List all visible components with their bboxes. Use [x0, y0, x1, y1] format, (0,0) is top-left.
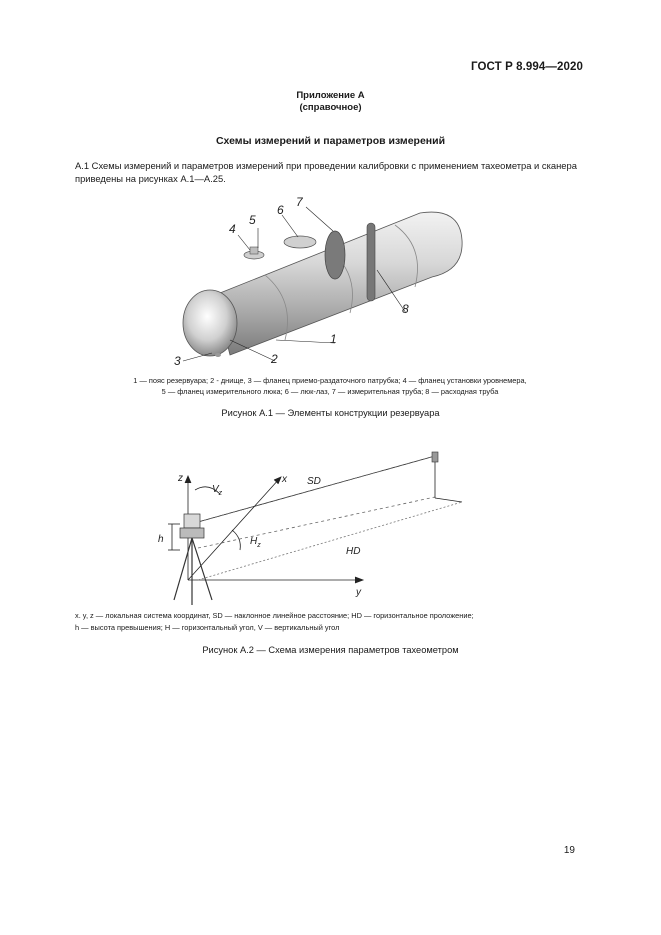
axis-x-label: x [282, 474, 287, 485]
page-number: 19 [563, 845, 575, 856]
height-h-label: h [158, 534, 164, 545]
figure1-legend-line2: 5 — фланец измерительного люка; 6 — люк-лаз, 7 — измерительная труба; 8 — расходная труба [161, 387, 499, 396]
target-rod [432, 452, 438, 462]
intro-paragraph: А.1 Схемы измерений и параметров измерений при проведении калибровки с применением тахеометра и сканера приведены на рисунках А.1—А.25. [75, 160, 577, 184]
callout-3: 3 [174, 354, 181, 368]
tank-body [183, 212, 462, 356]
appendix-subtitle: (справочное) [299, 102, 362, 113]
measurement-scheme-figure [150, 450, 480, 610]
callout-2: 2 [271, 352, 278, 366]
figure2-legend-line2: h — высота превышения; H — горизонтальный угол, V — вертикальный угол [75, 623, 340, 632]
figure1-caption: Рисунок А.1 — Элементы конструкции резервуара [221, 408, 440, 418]
axis-y-label: y [356, 587, 361, 598]
appendix-title: Приложение А [296, 90, 365, 101]
callout-8: 8 [402, 302, 409, 316]
figure2-caption: Рисунок А.2 — Схема измерения параметров тахеометром [202, 645, 459, 655]
figure2-legend [75, 610, 575, 634]
horizontal-distance-label: HD [346, 546, 361, 557]
callout-5: 5 [249, 213, 256, 227]
section-title: Схемы измерений и параметров измерений [215, 135, 446, 147]
appendix-heading [0, 90, 661, 114]
figure1-legend [60, 375, 600, 397]
vertical-angle-label: $V_z$ [212, 484, 223, 497]
axis-z-label: z [178, 473, 183, 484]
horizontal-angle-label: $H_z$ [250, 536, 261, 549]
callout-4: 4 [229, 222, 236, 236]
callout-1: 1 [330, 332, 337, 346]
callout-7: 7 [296, 195, 303, 209]
slope-distance-label: SD [307, 476, 321, 487]
tank-figure [170, 195, 470, 370]
figure2-legend-line1: x. y, z — локальная система координат, SD — наклонное линейное расстояние; HD — горизонтальное проложение; [75, 611, 474, 620]
callout-6: 6 [277, 203, 284, 217]
figure1-legend-line1: 1 — пояс резервуара; 2 - днище, 3 — фланец приемо-раздаточного патрубка; 4 — фланец установки уровнемера, [133, 376, 527, 385]
standard-code: ГОСТ Р 8.994—2020 [471, 61, 583, 73]
